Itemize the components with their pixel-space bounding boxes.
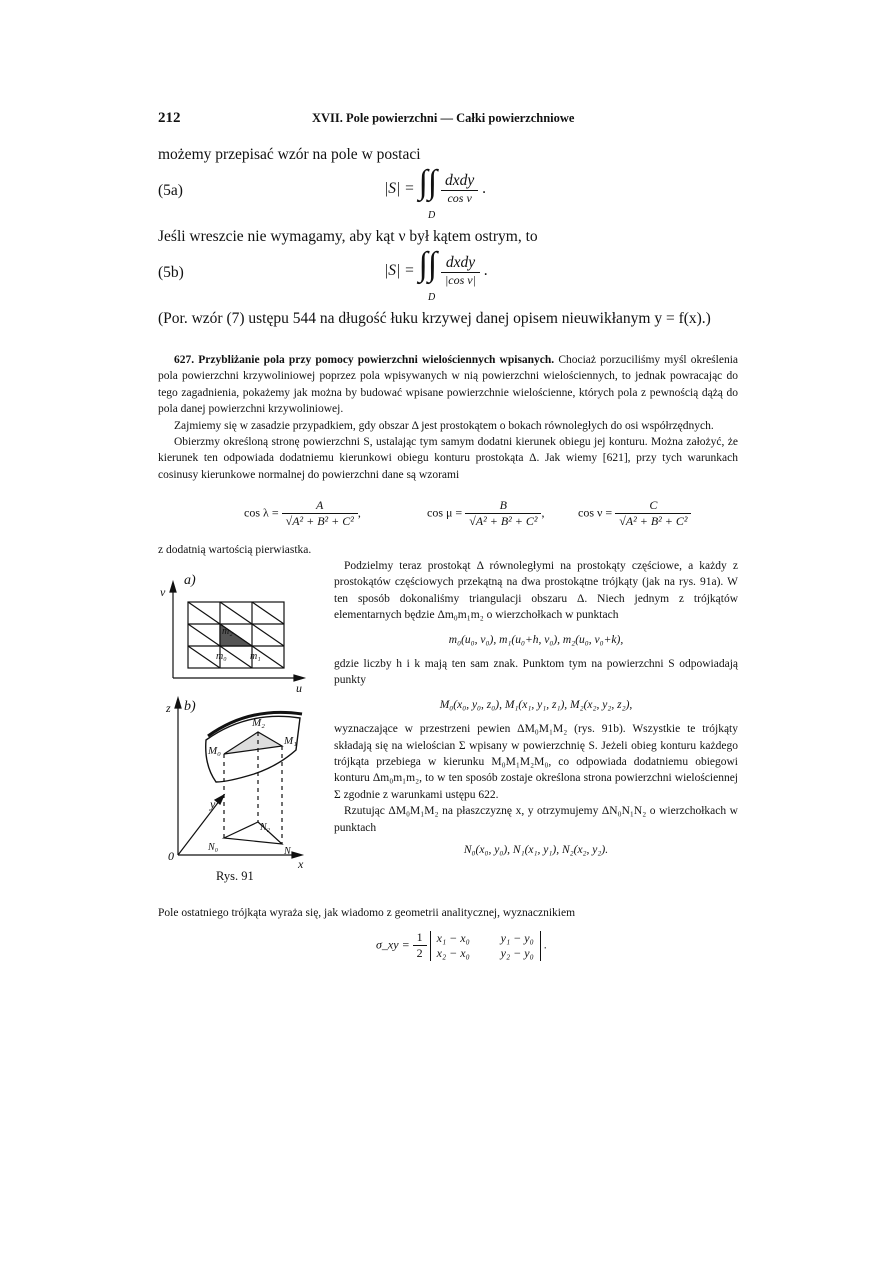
- arrow-up-icon: [175, 698, 181, 708]
- origin-label: 0: [168, 849, 174, 863]
- half-num: 1: [413, 930, 427, 946]
- det-r1c2: y₁ − y₀: [500, 930, 534, 945]
- axis-y-label: y: [210, 797, 216, 811]
- triangle-M: [224, 732, 282, 754]
- sigma-lhs: σ_xy =: [376, 937, 410, 952]
- half-den: 2: [416, 946, 423, 960]
- pt-m1: m₁: [250, 651, 261, 662]
- figure-caption: Rys. 91: [216, 869, 254, 883]
- arrow-diag-icon: [215, 795, 224, 804]
- eq5a: |S| = ∫∫ $\frac{\text{dxdy}}{\text{cos ν}}$ .: [384, 164, 487, 206]
- right-p4: Rzutując ΔM₀M₁M₂ na płaszczyznę x, y otrzymujemy ΔN₀N₁N₂ o wierzchołkach w punktach: [334, 805, 738, 834]
- points-M: M₀(x₀, y₀, z₀), M₁(x₁, y₁, z₁), M₂(x₂, y₂, z₂),: [439, 698, 633, 711]
- pt-m0: m₀: [216, 651, 227, 662]
- running-title: XVII. Pole powierzchni — Całki powierzchniowe: [312, 111, 575, 125]
- eq5a-label: (5a): [158, 182, 183, 199]
- cosine-formulas: cos λ = $\frac{A}{\text{√A² + B² + C²}}$ , cos μ = $\frac{B}{\text{√A² + B² + C²}}$ , cos ν = $\frac{C}{\text{√A² + B² + C²}}$: [244, 498, 691, 529]
- bottom-text: Pole ostatniego trójkąta wyraża się, jak wiadomo z geometrii analitycznej, wyznacznikiem: [158, 907, 576, 919]
- section-p2: Zajmiemy się w zasadzie przypadkiem, gdy obszar Δ jest prostokątem o bokach równoległych do osi współrzędnych.: [174, 419, 714, 432]
- pt-M1: M₁: [284, 735, 297, 747]
- right-column: [334, 558, 738, 859]
- cos-mu-lhs: cos μ =: [427, 505, 463, 520]
- cos-lambda-den: A² + B² + C²: [292, 514, 354, 528]
- eq5b-label: (5b): [158, 264, 184, 281]
- comma: ,: [541, 505, 545, 520]
- pt-N1: N₁: [284, 846, 295, 857]
- cos-mu-den: A² + B² + C²: [475, 514, 538, 528]
- axis-v-label: v: [160, 585, 166, 599]
- pt-N2: N₂: [260, 822, 271, 833]
- cos-nu-lhs: cos ν =: [578, 505, 613, 520]
- arrow-up-icon: [170, 582, 176, 592]
- right-p1: Podzielmy teraz prostokąt Δ równoległymi na prostokąty częściowe, a każdy z prostokątów częściowych przekątną na dwa prostokątne trójkąty (jak na rys. 91a). W ten sposób dokonaliśmy triangulacji obszaru Δ. Niech jednym z trójkątów elementarnych będzie Δm₀m₁m₂ o wierzchołkach w punktach: [334, 560, 738, 622]
- eq5a-denominator: cos ν: [447, 191, 472, 206]
- points-m: m₀(u₀, v₀), m₁(u₀+h, v₀), m₂(u₀, v₀+k),: [448, 633, 624, 646]
- figure-91: [158, 560, 318, 885]
- eq5b: |S| = ∫∫ $\frac{\text{dxdy}}{\text{|cos ν|}}$ .: [384, 246, 488, 288]
- positive-root-text: z dodatnią wartością pierwiastka.: [158, 544, 312, 556]
- cos-nu-num: C: [615, 498, 691, 514]
- por-note: (Por. wzór (7) ustępu 544 na długość łuku krzywej danej opisem nieuwikłanym y = f(x).): [158, 310, 711, 327]
- cos-lambda-lhs: cos λ =: [244, 505, 279, 520]
- double-integral-icon: ∫∫: [418, 246, 438, 283]
- fig-label-b: b): [184, 699, 196, 714]
- determinant: [430, 931, 541, 961]
- axis-x-label: x: [298, 857, 304, 871]
- cos-mu-num: B: [465, 498, 541, 514]
- section-number: 627.: [174, 354, 195, 366]
- mid-text: Jeśli wreszcie nie wymagamy, aby kąt ν był kątem ostrym, to: [158, 228, 538, 245]
- eq5a-domain: D: [428, 210, 436, 221]
- axis-u-label: u: [296, 681, 302, 695]
- page-number: 212: [158, 110, 181, 126]
- intro-text: możemy przepisać wzór na pole w postaci: [158, 146, 421, 163]
- determinant-formula: [376, 930, 547, 961]
- det-r2c2: y₂ − y₀: [500, 945, 534, 960]
- cos-lambda-num: A: [282, 498, 358, 514]
- eq5a-numerator: dxdy: [441, 172, 478, 191]
- right-p3: wyznaczające w przestrzeni pewien ΔM₀M₁M₂ (rys. 91b). Wszystkie te trójkąty składają się na wielościan Σ wpisany w powierzchnię S. Jeżeli obieg konturu każdego trójkąta przebiega w kierunku M₀M₁M₂M₀, co odpowiada dodatniemu obiegowi konturu Δm₀m₁m₂, to w ten sposób zostaje określona strona powierzchni wielościennej Σ zgodnie z warunkami ustępu 622.: [334, 723, 738, 801]
- pt-M2: M₂: [252, 717, 265, 729]
- section-627: [158, 352, 738, 483]
- section-p1: Chociaż porzuciliśmy myśl określenia pola powierzchni krzywoliniowej poprzez pola wpisywanych w nią powierzchni wielościennych, to jednak powracając do tego zagadnienia, pokażemy jak można by budować wpisane powierzchnie wielościenne, których pola z pewnością dążą do pola danej powierzchni krzywoliniowej.: [158, 354, 738, 416]
- eq5a-lhs: |S| =: [384, 180, 415, 197]
- det-r2c1: x₂ − x₀: [436, 945, 470, 960]
- eq5b-numerator: dxdy: [441, 254, 480, 273]
- section-p3: Obierzmy określoną stronę powierzchni S, ustalając tym samym dodatni kierunek obiegu jej konturu. Można założyć, że kierunek ten odpowiada dodatniemu kierunkowi obiegu konturu prostokąta Δ. Jak wiemy [621], przy tych warunkach cosinusy kierunkowe normalnej do powierzchni dane są wzorami: [158, 436, 738, 481]
- eq5b-denominator: |cos ν|: [445, 273, 476, 288]
- cos-nu-den: A² + B² + C²: [625, 514, 688, 528]
- det-r1c1: x₁ − x₀: [436, 930, 470, 945]
- section-title: Przybliżanie pola przy pomocy powierzchni wielościennych wpisanych.: [198, 354, 555, 366]
- fig-label-a: a): [184, 573, 196, 588]
- pt-m2: m₂: [222, 626, 233, 637]
- axis-z-label: z: [166, 701, 171, 715]
- pt-M0: M₀: [208, 745, 221, 757]
- det-period: .: [543, 937, 547, 952]
- eq5b-lhs: |S| =: [384, 262, 415, 279]
- right-p2: gdzie liczby h i k mają ten sam znak. Punktom tym na powierzchni S odpowiadają punkty: [334, 658, 738, 687]
- eq5b-domain: D: [428, 292, 436, 303]
- triangle-N: [224, 822, 282, 844]
- points-N: N₀(x₀, y₀), N₁(x₁, y₁), N₂(x₂, y₂).: [463, 844, 609, 857]
- pt-N0: N₀: [208, 842, 219, 853]
- double-integral-icon: ∫∫: [418, 164, 438, 201]
- comma: ,: [357, 505, 361, 520]
